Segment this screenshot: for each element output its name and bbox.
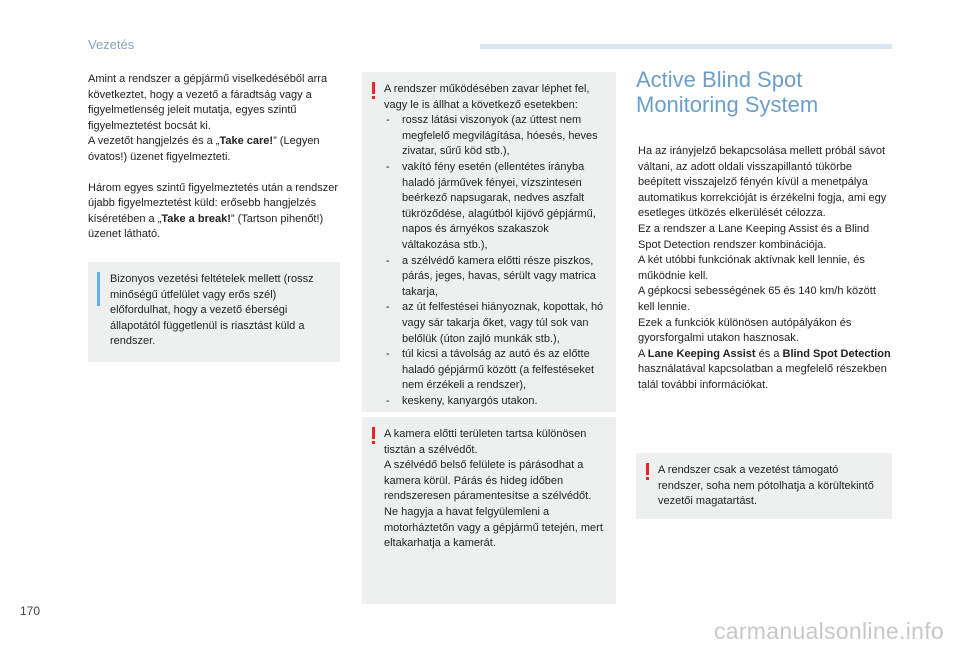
bold-text: Take care! — [219, 135, 274, 148]
paragraph: Ezek a funkciók különösen autópályákon és gyorsforgalmi utakon hasznosak. — [638, 316, 852, 345]
bold-text: Blind Spot Detection — [782, 347, 891, 360]
paragraph — [88, 181, 340, 243]
page-number: 170 — [20, 604, 41, 618]
list-item: - a szélvédő kamera előtti része piszkos, párás, jeges, havas, sérült vagy matrica takarja, — [384, 254, 604, 301]
text: ” (Tartson pihenőt!) üzenet látható. — [88, 212, 324, 241]
text: ” (Legyen óvatos!) üzenet figyelmezteti. — [88, 135, 320, 163]
paragraph: A gépkocsi sebességének 65 és 140 km/h között kell lennie. — [638, 285, 876, 313]
paragraph: Ha az irányjelző bekapcsolása mellett próbál sávot váltani, az adott oldali visszapillantó tükörbe beépített visszajelző fényén kívül a menetpálya automatikus korrekcióját is érzékelni fogja, ami egy esetleges ütközés elkerülését célozza. — [638, 145, 887, 220]
paragraph — [638, 347, 894, 394]
text: használatával kapcsolatban a megfelelő részekben talál további információkat. — [638, 363, 887, 391]
bold-text: Lane Keeping Assist — [647, 347, 756, 360]
bold-text: Take a break! — [161, 212, 231, 225]
list-item: - rossz látási viszonyok (az úttest nem megfelelő megvilágítása, hóesés, heves zivatar, sűrű köd stb.), — [384, 113, 604, 160]
text: Három egyes szintű figyelmeztetés után a rendszer újabb figyelmeztetést küld: erősebb hangjelzés kíséretében a „ — [88, 181, 339, 225]
warning-text: A kamera előtti területen tartsa különösen tisztán a szélvédőt. A szélvédő belső felülete is párásodhat a kamera körül. Párás és hideg időben rendszeresen páramentesítse a szélvédőt. Ne hagyja a havat felgyülemleni a motorháztetőn vagy a gépjármű tetején, mert eltakarhatja a kamerát. — [384, 428, 603, 550]
text: A — [638, 347, 648, 360]
section-title — [636, 67, 818, 117]
column-1 — [88, 72, 340, 243]
warning-icon — [371, 82, 376, 100]
list-item: - vakító fény esetén (ellentétes irányba haladó járművek fényei, vízszintesen beérkező napsugarak, nedves aszfalt tükröződése, alagútból kijövő gépjármű, napos és árnyékos szakaszok váltakozása stb.), — [384, 160, 604, 254]
info-box — [88, 262, 340, 362]
info-icon — [97, 272, 100, 306]
paragraph: Ez a rendszer a Lane Keeping Assist és a Blind Spot Detection rendszer kombinációja. — [638, 222, 870, 251]
list-item: - keskeny, kanyargós utakon. — [384, 394, 604, 410]
header-bar — [480, 44, 892, 49]
paragraph: A két utóbbi funkciónak aktívnak kell lennie, és működnie kell. — [638, 254, 865, 282]
text: A vezetőt hangjelzés és a „ — [88, 135, 220, 148]
info-text: Bizonyos vezetési feltételek mellett (rossz minőségű útfelület vagy erős szél) előfordulhat, hogy a vezető éberségi állapotától függetlenül is riasztást küld a rendszer. — [110, 273, 314, 348]
list-item: - az út felfestései hiányoznak, kopottak, hó vagy sár takarja őket, vagy túl sok van belőlük (úton zajló munkák stb.), — [384, 300, 604, 347]
title-line: Monitoring System — [636, 92, 819, 117]
warning-icon — [371, 427, 376, 445]
paragraph — [88, 134, 340, 165]
warning-box — [362, 72, 616, 412]
list-item: - túl kicsi a távolság az autó és az előtte haladó gépjármű között (a felfestéseket nem érzékeli a rendszer), — [384, 347, 604, 394]
section-header: Vezetés — [88, 37, 135, 52]
warning-box — [636, 453, 892, 519]
warning-text: A rendszer csak a vezetést támogató rendszer, soha nem pótolhatja a körültekintő vezetői magatartást. — [658, 464, 874, 508]
text: és a — [755, 347, 783, 360]
watermark: carmanualsonline.info — [713, 618, 944, 644]
condition-list — [384, 113, 604, 409]
warning-icon — [645, 463, 650, 481]
paragraph: Amint a rendszer a gépjármű viselkedéséből arra következtet, hogy a vezető a fáradtság vagy a figyelmetlenség jeleit mutatja, egyes szintű figyelmeztetést bocsát ki. — [88, 73, 328, 132]
column-3 — [638, 144, 894, 394]
warning-box — [362, 417, 616, 604]
title-line: Active Blind Spot — [636, 67, 803, 92]
warning-intro: A rendszer működésében zavar léphet fel, vagy le is állhat a következő esetekben: — [384, 83, 590, 111]
